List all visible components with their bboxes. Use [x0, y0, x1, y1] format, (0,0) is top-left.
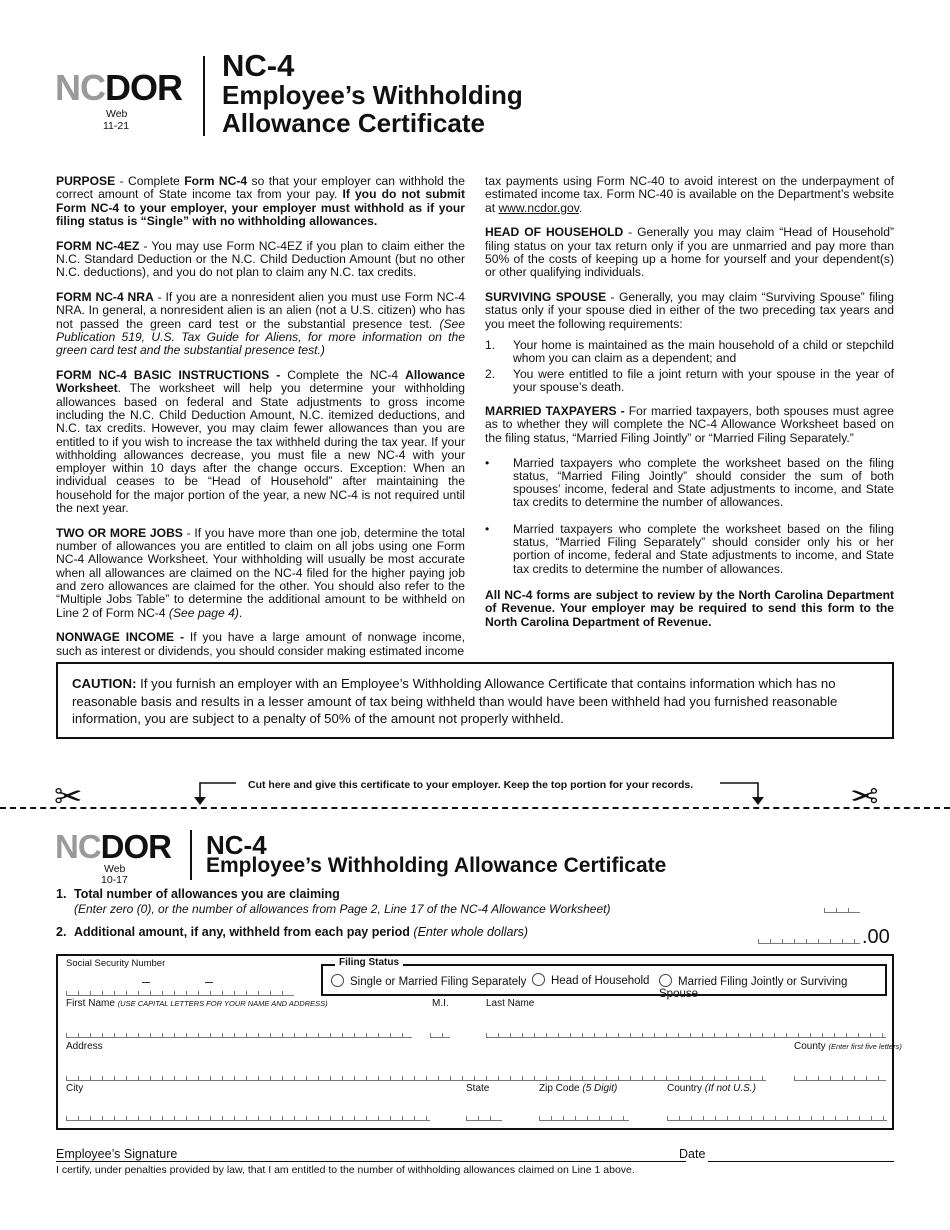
filing-option-hoh[interactable] [532, 973, 649, 987]
nonwage-cont-end: . [578, 200, 583, 215]
form-number: NC-4 [222, 48, 295, 83]
list-text: Your home is maintained as the main household of a child or stepchild whom you can claim as a dependent; and [513, 337, 894, 366]
mt-text: For married taxpayers, both spouses must agree as to whether they will complete the NC-4 Allowance Worksheet based on the filing status, “Married Filing Jointly” or “Married Filing Separately.” [485, 404, 894, 445]
mt-heading: MARRIED TAXPAYERS - [485, 404, 625, 419]
nra-italic: (See Publication 519, U.S. Tax Guide for Aliens, for more information on the green card test and the substantial presence test.) [56, 316, 465, 358]
arrow-down-icon [188, 777, 240, 807]
country-input[interactable] [667, 1116, 887, 1121]
nc4ez-heading: FORM NC-4EZ [56, 238, 140, 253]
state-label: State [466, 1083, 490, 1094]
country-label [667, 1083, 756, 1094]
date-line[interactable] [708, 1161, 894, 1162]
certificate-divider [190, 830, 192, 880]
logo-dor: DOR [105, 67, 182, 108]
hoh-heading: HEAD OF HOUSEHOLD [485, 225, 624, 240]
zip-note: (5 Digit) [582, 1083, 618, 1094]
zip-input[interactable] [539, 1116, 629, 1121]
nonwage-cont-text: tax payments using Form NC-40 to avoid interest on the underpayment of estimated income tax. Form NC-40 is available on the Department’s website at [485, 174, 894, 215]
purpose-bold: If you do not submit Form NC-4 to your employer, your employer must withhold as if your filing status is “Single” with no withholding allowances. [56, 187, 466, 228]
web-label: Web [104, 863, 126, 875]
purpose-text-a: - Complete [115, 174, 185, 188]
filing-status-legend: Filing Status [335, 957, 403, 968]
version-label: 10-17 [101, 874, 128, 886]
first-name-note: (USE CAPITAL LETTERS FOR YOUR NAME AND ADDRESS) [117, 999, 328, 1008]
list-text: Married taxpayers who complete the worksheet based on the filing status, “Married Filing Separately” should consider only his or her portion of income, federal and State adjustments to income, and State tax credits to determine the number of allowances. [513, 521, 894, 576]
purpose-text-b: so that your employer can withhold the correct amount of State income tax from your pay. [56, 174, 465, 202]
filing-option-mfj-label: Married Filing Jointly or Surviving Spouse [659, 976, 848, 1000]
scissors-icon: ✂ [54, 778, 83, 816]
nc4ez-paragraph [56, 240, 465, 280]
basic-heading: FORM NC-4 BASIC INSTRUCTIONS - [56, 368, 281, 383]
county-note: (Enter first five letters) [828, 1042, 902, 1051]
first-name-input[interactable] [66, 1033, 412, 1038]
signature-label: Employee’s Signature [56, 1147, 178, 1161]
mi-input[interactable] [430, 1033, 450, 1038]
mi-label: M.I. [432, 998, 449, 1009]
zip-text: Zip Code [539, 1083, 580, 1094]
cut-line[interactable] [0, 807, 950, 809]
mt-paragraph [485, 405, 894, 445]
version-label: 11-21 [103, 120, 130, 132]
nra-paragraph [56, 291, 465, 357]
filing-option-hoh-label: Head of Household [551, 975, 650, 987]
line1-note: (Enter zero (0), or the number of allowances from Page 2, Line 17 of the NC-4 Allowance Worksheet) [74, 902, 611, 916]
address-input[interactable] [66, 1076, 766, 1081]
ncdor-logo [55, 830, 171, 863]
certificate-title: Employee’s Withholding Allowance Certificate [206, 854, 667, 877]
filing-status-group [321, 957, 887, 1000]
nra-text: - If you are a nonresident alien you must use Form NC-4 NRA. In general, a nonresident alien is an alien (not a U.S. citizen) who has not passed the green card test or the substantial presence test. [56, 290, 465, 331]
cut-instruction: Cut here and give this certificate to your employer. Keep the top portion for your records. [248, 779, 694, 791]
cents-label: .00 [862, 926, 890, 948]
first-name-text: First Name [66, 998, 115, 1009]
state-input[interactable] [466, 1116, 502, 1121]
scissors-icon: ✂ [850, 778, 879, 816]
certify-statement: I certify, under penalties provided by law, that I am entitled to the number of withholding allowances claimed on Line 1 above. [56, 1164, 635, 1176]
jobs-paragraph [56, 527, 465, 620]
certificate-fields-box [56, 954, 902, 1130]
ss-text: - Generally, you may claim “Surviving Spouse” filing status only if your spouse died in either of the two preceding tax years and you meet the following requirements: [485, 290, 894, 331]
zip-label [539, 1083, 617, 1094]
filing-option-mfj[interactable] [659, 974, 885, 1000]
ncdor-website-link[interactable]: www.ncdor.gov [498, 200, 579, 215]
left-column [56, 175, 465, 670]
basic-text-a: Complete the NC-4 [280, 368, 406, 383]
caution-heading: CAUTION: [72, 676, 137, 691]
last-name-input[interactable] [486, 1033, 886, 1038]
signature-line[interactable] [56, 1161, 686, 1162]
filing-option-single[interactable] [331, 974, 526, 988]
line2-label [74, 925, 528, 939]
list-item [485, 368, 894, 395]
right-column [485, 175, 894, 640]
purpose-heading: PURPOSE [56, 174, 116, 188]
county-text: County [794, 1041, 826, 1052]
city-input[interactable] [66, 1116, 430, 1121]
basic-paragraph [56, 369, 465, 515]
line1-label: Total number of allowances you are claiming [74, 887, 340, 901]
list-item [485, 339, 894, 366]
ncdor-logo [55, 67, 182, 108]
jobs-text: - If you have more than one job, determine the total number of allowances you are entitled to claim on all jobs using one Form NC-4 Allowance Worksheet. Your withholding will usually be most accurate when all allowances are claimed on the NC-4 filed for the higher paying job and zero allowances are claimed for the other. You should also refer to the “Multiple Jobs Table” to determine the additional amount to be withheld on Line 2 of Form NC-4 [56, 525, 465, 620]
line2-bold: Additional amount, if any, withheld from each pay period [74, 925, 410, 939]
list-text: You were entitled to file a joint return with your spouse in the year of your spouse’s death. [513, 366, 894, 394]
arrow-down-icon [718, 777, 770, 807]
line2-note: (Enter whole dollars) [413, 925, 529, 939]
list-text: Married taxpayers who complete the worksheet based on the filing status, “Married Filing Jointly” should consider the sum of both spouses’ income, federal and State adjustments to income, and State tax credits to determine the number of allowances. [513, 455, 894, 510]
form-title-line2: Allowance Certificate [222, 108, 485, 138]
city-label: City [66, 1083, 84, 1094]
logo-dor: DOR [100, 828, 172, 865]
country-note: (If not U.S.) [704, 1083, 756, 1094]
county-label [794, 1041, 902, 1052]
purpose-form: Form NC-4 [184, 174, 248, 188]
hoh-paragraph [485, 226, 894, 279]
ss-paragraph [485, 291, 894, 331]
country-text: Country [667, 1083, 703, 1094]
first-name-label [66, 998, 328, 1009]
caution-box [56, 662, 894, 739]
jobs-italic: (See page 4) [168, 605, 239, 620]
bullet: • [485, 521, 490, 536]
jobs-heading: TWO OR MORE JOBS [56, 525, 183, 540]
logo-nc: NC [55, 828, 101, 865]
basic-text-b: . The worksheet will help you determine your withholding allowances based on federal and State adjustments to gross income including the N.C. Child Deduction Amount, N.C. itemized deductions, and N.C. tax credits. However, you may claim fewer allowances than you are entitled to if you wish to increase the tax withheld during the tax year. If your withholding allowances decrease, you must file a new NC-4 with your employer within 10 days after the change occurs. Exception: When an individual ceases to be “Head of Household” after maintaining the household for the major portion of the year, a new NC-4 is not required until the next year. [56, 381, 465, 516]
nonwage-paragraph [56, 631, 465, 658]
date-label: Date [679, 1147, 706, 1161]
ss-heading: SURVIVING SPOUSE [485, 290, 607, 305]
list-number: 1. [485, 337, 496, 352]
review-paragraph [485, 589, 894, 629]
jobs-end: . [238, 605, 243, 620]
line1-number: 1. [56, 887, 67, 901]
hoh-text: - Generally you may claim “Head of Household” filing status on your tax return only if you are unmarried and pay more than 50% of the costs of keeping up a home for yourself and your dependent(s) or other qualifying individuals. [485, 225, 894, 280]
nonwage-heading: NONWAGE INCOME - [56, 630, 185, 645]
ssn-input[interactable] [66, 991, 294, 996]
web-label: Web [106, 108, 128, 120]
ssn-label: Social Security Number [66, 958, 166, 969]
radio-icon[interactable] [659, 974, 672, 987]
list-item [485, 457, 894, 510]
county-input[interactable] [794, 1076, 886, 1081]
header-divider [203, 56, 205, 136]
nonwage-text: If you have a large amount of nonwage income, such as interest or dividends, you should consider making estimated income [56, 630, 465, 658]
nc4ez-text: - You may use Form NC-4EZ if you plan to claim either the N.C. Standard Deduction or the N.C. Child Deduction Amount (but no other N.C. deductions), and you do not plan to claim any N.C. tax credits. [56, 238, 465, 280]
purpose-paragraph [56, 175, 465, 228]
last-name-label: Last Name [486, 998, 535, 1009]
bullet: • [485, 455, 490, 470]
form-title-line1: Employee’s Withholding [222, 80, 523, 110]
basic-bold: Allowance Worksheet [56, 368, 465, 396]
line2-number: 2. [56, 925, 67, 939]
certificate-form-number: NC-4 [206, 830, 267, 860]
additional-amount-input[interactable] [758, 939, 860, 944]
list-number: 2. [485, 366, 496, 381]
radio-icon[interactable] [331, 974, 344, 987]
ssn-dash [142, 982, 150, 983]
address-label: Address [66, 1041, 103, 1052]
logo-nc: NC [55, 67, 105, 108]
allowances-input[interactable] [824, 908, 860, 913]
filing-option-single-label: Single or Married Filing Separately [350, 976, 527, 988]
nra-heading: FORM NC-4 NRA [56, 290, 154, 305]
nonwage-continued [485, 175, 894, 215]
list-item [485, 523, 894, 576]
radio-icon[interactable] [532, 973, 545, 986]
ssn-dash [205, 982, 213, 983]
caution-text: If you furnish an employer with an Employee’s Withholding Allowance Certificate that contains information which has no reasonable basis and results in a lesser amount of tax being withheld than would have been withheld had you furnished reasonable information, you are subject to a penalty of 50% of the amount not properly withheld. [72, 676, 838, 726]
review-bold: All NC-4 forms are subject to review by the North Carolina Department of Revenue. Your employer may be required to send this form to the North Carolina Department of Revenue. [485, 587, 894, 629]
